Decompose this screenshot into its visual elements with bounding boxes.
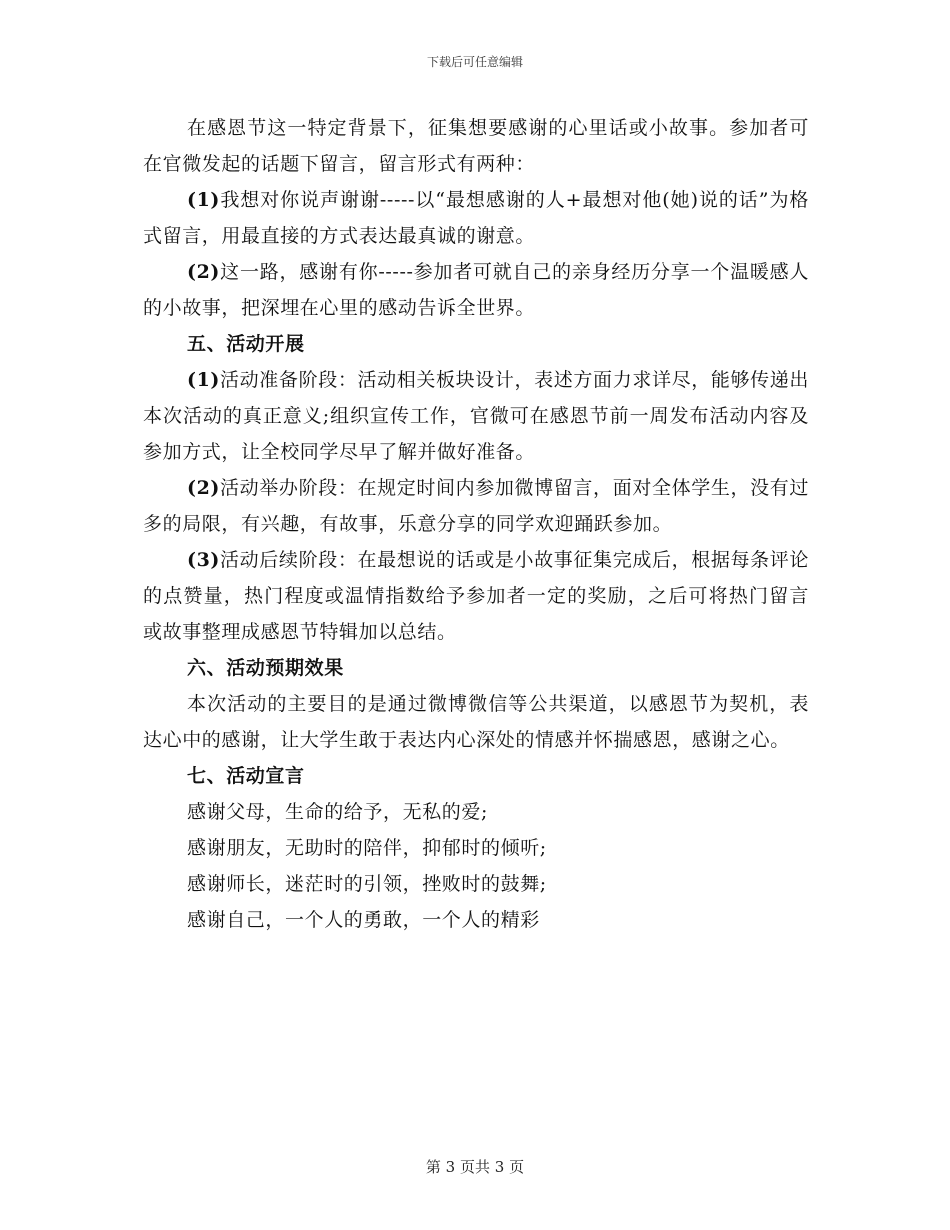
expected-effect-paragraph: 本次活动的主要目的是通过微博微信等公共渠道，以感恩节为契机，表达心中的感谢，让大学生敢于表达内心深处的情感并怀揣感恩，感谢之心。 <box>143 693 809 751</box>
declaration-line: 感谢父母，生命的给予，无私的爱; <box>187 801 489 823</box>
stage-hold-paragraph <box>143 470 809 542</box>
declaration-line: 感谢自己，一个人的勇敢，一个人的精彩 <box>187 909 540 931</box>
stage-prep-paragraph <box>143 362 809 470</box>
section-heading-six: 六、活动预期效果 <box>187 657 344 679</box>
declaration-line: 感谢师长，迷茫时的引领，挫败时的鼓舞; <box>187 873 547 895</box>
item-number: (2) <box>187 477 220 499</box>
paragraph-text: 我想对你说声谢谢-----以“最想感谢的人+最想对他(她)说的话”为格式留言，用最直接的方式表达最真诚的谢意。 <box>143 189 809 247</box>
paragraph-text: 活动后续阶段：在最想说的话或是小故事征集完成后，根据每条评论的点赞量，热门程度或温情指数给予参加者一定的奖励，之后可将热门留言或故事整理成感恩节特辑加以总结。 <box>143 549 809 643</box>
item-number: (2) <box>187 261 220 283</box>
section-heading-five: 五、活动开展 <box>187 333 305 355</box>
section-heading-seven: 七、活动宣言 <box>187 765 305 787</box>
paragraph-text: 这一路，感谢有你-----参加者可就自己的亲身经历分享一个温暖感人的小故事，把深埋在心里的感动告诉全世界。 <box>143 261 809 319</box>
paragraph-text: 活动举办阶段：在规定时间内参加微博留言，面对全体学生，没有过多的局限，有兴趣，有故事，乐意分享的同学欢迎踊跃参加。 <box>143 477 809 535</box>
declaration-line: 感谢朋友，无助时的陪伴，抑郁时的倾听; <box>187 837 547 859</box>
document-body <box>143 110 809 938</box>
form-one-paragraph <box>143 182 809 254</box>
intro-paragraph: 在感恩节这一特定背景下，征集想要感谢的心里话或小故事。参加者可在官微发起的话题下留言，留言形式有两种： <box>143 117 809 175</box>
stage-followup-paragraph <box>143 542 809 650</box>
paragraph-text: 活动准备阶段：活动相关板块设计，表述方面力求详尽，能够传递出本次活动的真正意义;组织宣传工作，官微可在感恩节前一周发布活动内容及参加方式，让全校同学尽早了解并做好准备。 <box>143 369 809 463</box>
form-two-paragraph <box>143 254 809 326</box>
item-number: (1) <box>187 189 220 211</box>
item-number: (3) <box>187 549 220 571</box>
item-number: (1) <box>187 369 220 391</box>
page-footer: 第 3 页共 3 页 <box>425 1158 525 1176</box>
page-header: 下载后可任意编辑 <box>426 55 523 69</box>
